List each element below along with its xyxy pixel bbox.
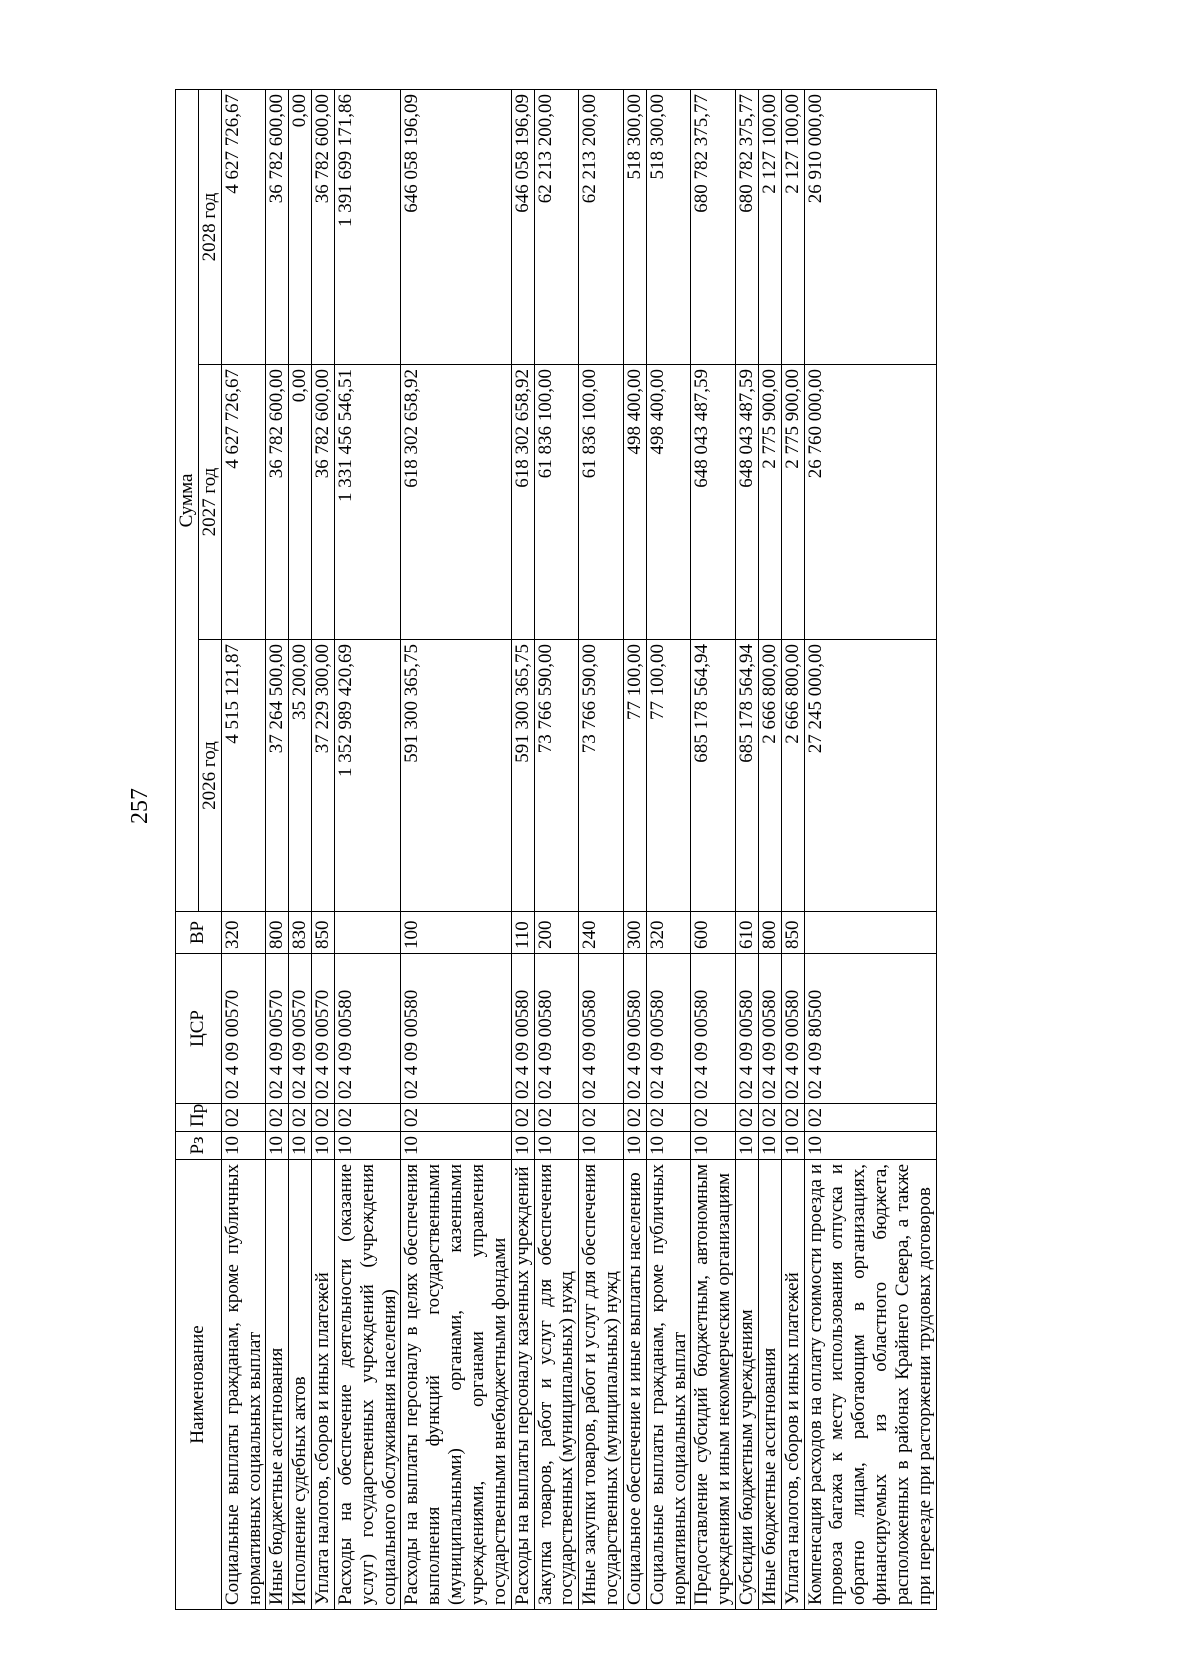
header-vr: ВР	[176, 912, 222, 954]
cell-name: Иные бюджетные ассигнования	[266, 1160, 289, 1610]
cell-rz: 10	[736, 1132, 759, 1160]
cell-pr: 02	[511, 1104, 534, 1132]
cell-sum-2028: 1 391 699 171,86	[334, 90, 401, 365]
cell-sum-2028: 680 782 375,77	[691, 90, 736, 365]
cell-pr: 02	[334, 1104, 401, 1132]
cell-rz: 10	[221, 1132, 266, 1160]
cell-csr: 02 4 09 00580	[623, 954, 646, 1104]
cell-vr: 200	[534, 912, 579, 954]
cell-sum-2028: 646 058 196,09	[511, 90, 534, 365]
cell-name: Расходы на выплаты персоналу в целях обеспечения выполнения функций государственными (муниципальными) органами, казенными учреждениями, органами управления государственными внебюджетными фондами	[401, 1160, 511, 1610]
cell-pr: 02	[534, 1104, 579, 1132]
cell-sum-2028: 0,00	[289, 90, 312, 365]
cell-name: Исполнение судебных актов	[289, 1160, 312, 1610]
table-row	[758, 90, 781, 1610]
cell-vr: 610	[736, 912, 759, 954]
cell-sum-2027: 36 782 600,00	[266, 365, 289, 640]
cell-name: Иные бюджетные ассигнования	[758, 1160, 781, 1610]
cell-sum-2027: 648 043 487,59	[691, 365, 736, 640]
cell-vr: 800	[266, 912, 289, 954]
cell-sum-2028: 680 782 375,77	[736, 90, 759, 365]
cell-name: Уплата налогов, сборов и иных платежей	[312, 1160, 335, 1610]
cell-sum-2028: 518 300,00	[646, 90, 691, 365]
cell-rz: 10	[289, 1132, 312, 1160]
cell-sum-2027: 1 331 456 546,51	[334, 365, 401, 640]
cell-sum-2028: 26 910 000,00	[804, 90, 936, 365]
cell-csr: 02 4 09 00580	[511, 954, 534, 1104]
cell-sum-2027: 618 302 658,92	[401, 365, 511, 640]
cell-pr: 02	[266, 1104, 289, 1132]
rotated-table-container	[175, 90, 955, 1610]
table-row	[289, 90, 312, 1610]
cell-pr: 02	[579, 1104, 624, 1132]
table-row	[804, 90, 936, 1610]
table-row	[401, 90, 511, 1610]
cell-name: Социальное обеспечение и иные выплаты населению	[623, 1160, 646, 1610]
page-number: 257	[127, 788, 153, 824]
cell-sum-2026: 77 100,00	[623, 640, 646, 912]
cell-csr: 02 4 09 00580	[691, 954, 736, 1104]
cell-sum-2026: 685 178 564,94	[736, 640, 759, 912]
cell-sum-2026: 27 245 000,00	[804, 640, 936, 912]
cell-rz: 10	[646, 1132, 691, 1160]
table-row	[646, 90, 691, 1610]
cell-sum-2026: 77 100,00	[646, 640, 691, 912]
cell-csr: 02 4 09 00580	[401, 954, 511, 1104]
header-sum: Сумма	[176, 90, 199, 912]
header-pr: Пр	[176, 1104, 222, 1132]
cell-sum-2028: 518 300,00	[623, 90, 646, 365]
cell-sum-2027: 2 775 900,00	[758, 365, 781, 640]
cell-sum-2026: 1 352 989 420,69	[334, 640, 401, 912]
table-header	[176, 90, 222, 1610]
table-row	[312, 90, 335, 1610]
cell-csr: 02 4 09 00580	[579, 954, 624, 1104]
cell-sum-2028: 62 213 200,00	[579, 90, 624, 365]
table-row	[781, 90, 804, 1610]
cell-name: Социальные выплаты гражданам, кроме публичных нормативных социальных выплат	[221, 1160, 266, 1610]
cell-vr: 850	[781, 912, 804, 954]
cell-sum-2028: 62 213 200,00	[534, 90, 579, 365]
cell-vr: 100	[401, 912, 511, 954]
cell-name: Социальные выплаты гражданам, кроме публичных нормативных социальных выплат	[646, 1160, 691, 1610]
cell-csr: 02 4 09 00580	[758, 954, 781, 1104]
cell-sum-2027: 498 400,00	[623, 365, 646, 640]
cell-rz: 10	[691, 1132, 736, 1160]
cell-sum-2028: 4 627 726,67	[221, 90, 266, 365]
cell-pr: 02	[691, 1104, 736, 1132]
cell-csr: 02 4 09 00570	[312, 954, 335, 1104]
cell-sum-2026: 37 264 500,00	[266, 640, 289, 912]
budget-table	[175, 89, 937, 1610]
cell-sum-2026: 73 766 590,00	[579, 640, 624, 912]
cell-pr: 02	[623, 1104, 646, 1132]
cell-csr: 02 4 09 00570	[289, 954, 312, 1104]
cell-sum-2027: 618 302 658,92	[511, 365, 534, 640]
cell-sum-2028: 36 782 600,00	[266, 90, 289, 365]
cell-vr: 600	[691, 912, 736, 954]
cell-pr: 02	[736, 1104, 759, 1132]
cell-sum-2028: 36 782 600,00	[312, 90, 335, 365]
cell-vr: 800	[758, 912, 781, 954]
cell-name: Компенсация расходов на оплату стоимости проезда и провоза багажа к месту использования отпуска и обратно лицам, работающим в организациях, финансируемых из областного бюджета, расположенных в районах Крайнего Севера, а также при переезде при расторжении трудовых договоров	[804, 1160, 936, 1610]
cell-sum-2026: 4 515 121,87	[221, 640, 266, 912]
cell-csr: 02 4 09 00580	[334, 954, 401, 1104]
cell-pr: 02	[804, 1104, 936, 1132]
table-row	[736, 90, 759, 1610]
cell-sum-2027: 498 400,00	[646, 365, 691, 640]
cell-rz: 10	[266, 1132, 289, 1160]
cell-rz: 10	[579, 1132, 624, 1160]
cell-sum-2026: 591 300 365,75	[401, 640, 511, 912]
cell-sum-2028: 646 058 196,09	[401, 90, 511, 365]
table-row	[534, 90, 579, 1610]
cell-vr: 830	[289, 912, 312, 954]
cell-rz: 10	[334, 1132, 401, 1160]
cell-sum-2026: 2 666 800,00	[781, 640, 804, 912]
cell-rz: 10	[511, 1132, 534, 1160]
cell-sum-2027: 2 775 900,00	[781, 365, 804, 640]
cell-sum-2027: 4 627 726,67	[221, 365, 266, 640]
cell-sum-2028: 2 127 100,00	[758, 90, 781, 365]
cell-name: Закупка товаров, работ и услуг для обеспечения государственных (муниципальных) нужд	[534, 1160, 579, 1610]
table-row	[579, 90, 624, 1610]
cell-vr: 320	[221, 912, 266, 954]
cell-name: Уплата налогов, сборов и иных платежей	[781, 1160, 804, 1610]
cell-pr: 02	[646, 1104, 691, 1132]
cell-sum-2026: 37 229 300,00	[312, 640, 335, 912]
cell-vr	[334, 912, 401, 954]
cell-vr: 300	[623, 912, 646, 954]
table-row	[511, 90, 534, 1610]
cell-rz: 10	[401, 1132, 511, 1160]
cell-sum-2027: 61 836 100,00	[534, 365, 579, 640]
cell-sum-2027: 648 043 487,59	[736, 365, 759, 640]
cell-vr: 110	[511, 912, 534, 954]
cell-pr: 02	[289, 1104, 312, 1132]
cell-vr: 240	[579, 912, 624, 954]
cell-pr: 02	[401, 1104, 511, 1132]
header-name: Наименование	[176, 1160, 222, 1610]
cell-rz: 10	[804, 1132, 936, 1160]
header-csr: ЦСР	[176, 954, 222, 1104]
cell-sum-2026: 591 300 365,75	[511, 640, 534, 912]
cell-rz: 10	[758, 1132, 781, 1160]
cell-name: Предоставление субсидий бюджетным, автономным учреждениям и иным некоммерческим организациям	[691, 1160, 736, 1610]
table-row	[623, 90, 646, 1610]
table-body	[221, 90, 936, 1610]
cell-sum-2026: 685 178 564,94	[691, 640, 736, 912]
table-row	[691, 90, 736, 1610]
cell-pr: 02	[221, 1104, 266, 1132]
table-row	[221, 90, 266, 1610]
cell-rz: 10	[534, 1132, 579, 1160]
cell-rz: 10	[312, 1132, 335, 1160]
cell-csr: 02 4 09 00570	[221, 954, 266, 1104]
table-row	[266, 90, 289, 1610]
cell-vr: 850	[312, 912, 335, 954]
header-year-2027: 2027 год	[198, 365, 221, 640]
cell-csr: 02 4 09 00580	[534, 954, 579, 1104]
cell-sum-2027: 0,00	[289, 365, 312, 640]
cell-name: Субсидии бюджетным учреждениям	[736, 1160, 759, 1610]
cell-csr: 02 4 09 00580	[736, 954, 759, 1104]
cell-csr: 02 4 09 00580	[781, 954, 804, 1104]
cell-pr: 02	[758, 1104, 781, 1132]
cell-pr: 02	[781, 1104, 804, 1132]
cell-name: Иные закупки товаров, работ и услуг для обеспечения государственных (муниципальных) нужд	[579, 1160, 624, 1610]
cell-sum-2026: 2 666 800,00	[758, 640, 781, 912]
cell-sum-2028: 2 127 100,00	[781, 90, 804, 365]
cell-pr: 02	[312, 1104, 335, 1132]
cell-sum-2027: 36 782 600,00	[312, 365, 335, 640]
header-year-2028: 2028 год	[198, 90, 221, 365]
cell-rz: 10	[781, 1132, 804, 1160]
header-rz: Рз	[176, 1132, 222, 1160]
cell-vr: 320	[646, 912, 691, 954]
cell-csr: 02 4 09 80500	[804, 954, 936, 1104]
cell-sum-2026: 35 200,00	[289, 640, 312, 912]
cell-sum-2027: 26 760 000,00	[804, 365, 936, 640]
cell-rz: 10	[623, 1132, 646, 1160]
header-year-2026: 2026 год	[198, 640, 221, 912]
table-row	[334, 90, 401, 1610]
cell-name: Расходы на выплаты персоналу казенных учреждений	[511, 1160, 534, 1610]
cell-csr: 02 4 09 00570	[266, 954, 289, 1104]
cell-csr: 02 4 09 00580	[646, 954, 691, 1104]
cell-sum-2027: 61 836 100,00	[579, 365, 624, 640]
cell-sum-2026: 73 766 590,00	[534, 640, 579, 912]
cell-name: Расходы на обеспечение деятельности (оказание услуг) государственных учреждений (учреждения социального обслуживания населения)	[334, 1160, 401, 1610]
cell-vr	[804, 912, 936, 954]
